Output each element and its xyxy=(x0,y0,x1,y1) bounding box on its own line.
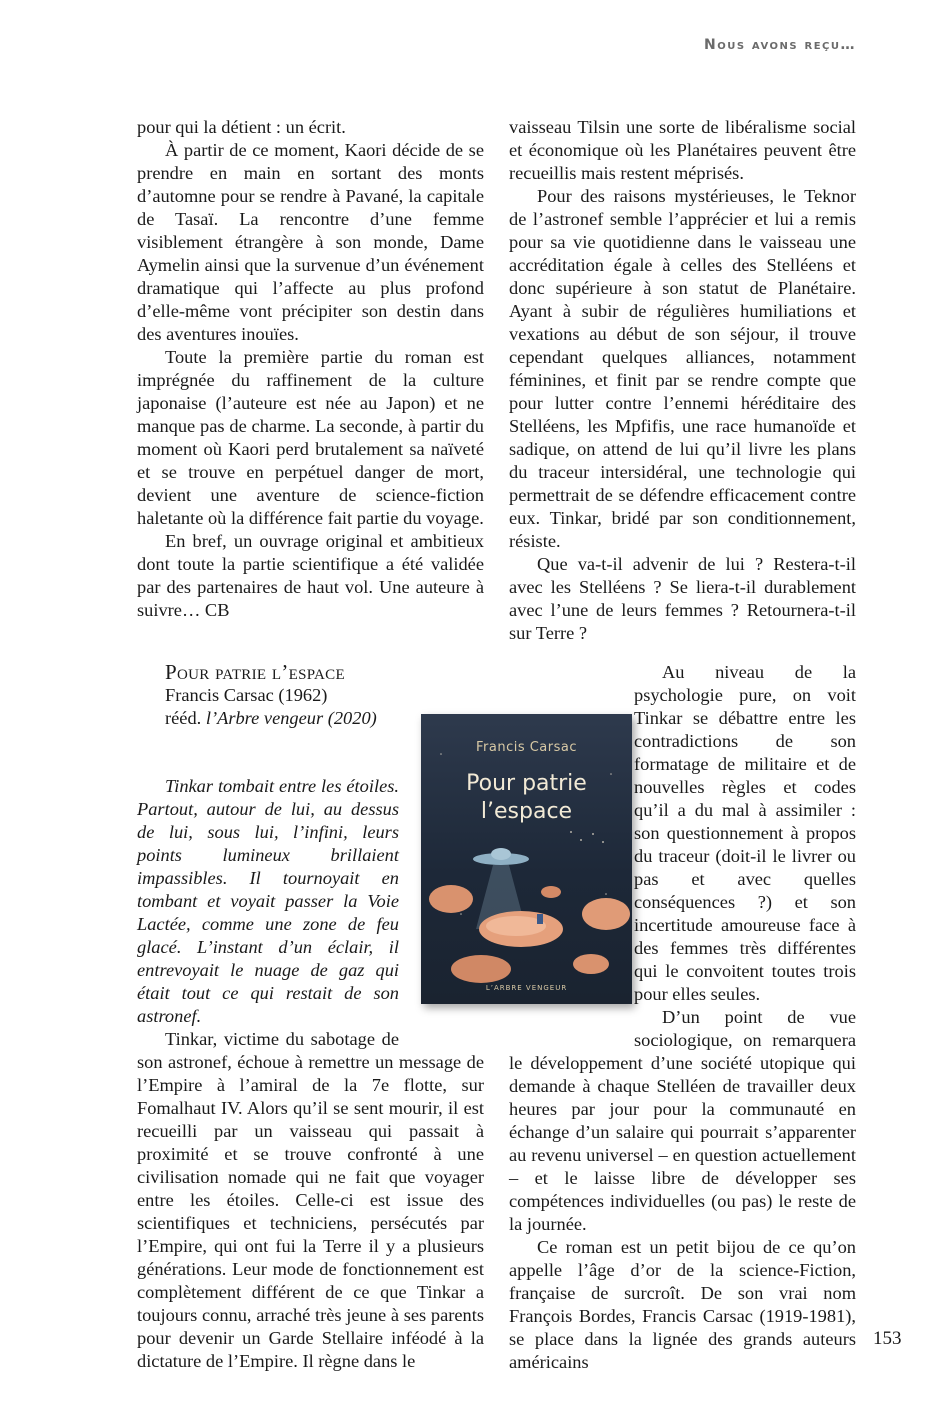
cover-illustration xyxy=(421,714,632,1004)
review-author: Francis Carsac (1962) xyxy=(165,685,328,705)
paragraph: Ce roman est un petit bijou de ce qu’on appelle l’âge d’or de la science-Fiction, française de surcroît. De son vrai nom François Bordes, Francis Carsac (1919-1981), se place dans la lignée des grands auteurs américains xyxy=(509,1237,856,1372)
paragraph: À partir de ce moment, Kaori décide de se prendre en main en sortant des monts d’automne pour se rendre à Pavané, la capitale de Tasaï. La rencontre d’une femme visiblement étrangère à son monde, Dame Aymelin ainsi que la survenue d’un événement dramatique qui l’affecte au plus profond d’elle-même vont précipiter son destin dans des aventures inouïes. xyxy=(137,140,484,344)
running-header: Nous avons reçu… xyxy=(704,37,856,53)
paragraph: Toute la première partie du roman est imprégnée du raffinement de la culture japonaise (l’auteure est née au Japon) et ne manque pas de charme. La seconde, à partir du moment où Kaori perd brutalement sa naïveté et se trouve en perpétuel danger de mort, devient une aventure de science-fiction haletante où la différence fait partie du voyage. xyxy=(137,347,484,528)
edition-prefix: rééd. xyxy=(165,708,202,728)
paragraph: D’un point de vue sociologique, on remarquera le développement d’une société utopique qui demande à chaque Stelléen de travailler deux heures par jour pour la communauté en échange d’un salaire qui pourrait s’apparenter au revenu universel – en question actuellement – et le laisse libre de développer ses compétences individuelles (ou pas) le reste de la journée. xyxy=(509,1007,856,1234)
paragraph: pour qui la détient : un écrit. xyxy=(137,117,346,137)
paragraph: vaisseau Tilsin une sorte de libéralisme social et économique où les Planétaires peuvent être recueillis mais restent méprisés. xyxy=(509,117,856,183)
paragraph: En bref, un ouvrage original et ambitieux dont toute la partie scientifique a été validée par des partenaires de haut vol. Une auteure à suivre… CB xyxy=(137,531,484,620)
cover-title: Pour patrie l’espace xyxy=(466,771,587,824)
paragraph: Tinkar, victime du sabotage de son astronef, échoue à remettre un message de l’Empire à l’amiral de la 7e flotte, sur Fomalhaut IV. Alors qu’il se sent mourir, il est recueilli par un vaisseau qui passait à proximité et se trouve confronté à une civilisation nomade qui ne fait que voyager entre les étoiles. Celle-ci est issue des scientifiques et techniciens, persécutés par l’Empire, qui ont fui la Terre il y a plusieurs générations. Leur mode de fonctionnement est complètement différent de ce que Tinkar a toujours connu, arraché très jeune à ses parents pour devenir un Garde Stellaire inféodé à la dictature de l’Empire. Il règne dans le xyxy=(137,1029,484,1371)
paragraph: Que va-t-il advenir de lui ? Restera-t-il avec les Stelléens ? Se liera-t-il durablement avec l’une de leurs femmes ? Retournera-t-il sur Terre ? xyxy=(509,554,856,643)
cover-publisher: L’ARBRE VENGEUR xyxy=(485,984,568,992)
review-title: Pour patrie l’espace xyxy=(165,660,345,684)
cover-author: Francis Carsac xyxy=(475,740,578,755)
review-quote: Tinkar tombait entre les étoiles. Partout, autour de lui, au dessus de lui, sous lui, l’infini, leurs points lumineux brillaient impassibles. Il tournoyait en tombant et voyait passer la Voie Lactée, comme une zone de feu glacé. L’instant d’un éclair, il entrevoyait le nuage de gaz qui était tout ce qui restait de son astronef. xyxy=(137,776,399,1026)
paragraph: Au niveau de la psychologie pure, on voit Tinkar se débattre entre les contradictions de son formatage de militaire et de nouvelles règles et codes qu’il a du mal à assimiler : son questionnement à propos du traceur (doit-il le livrer ou pas et avec quelles conséquences ?) et son incertitude amoureuse face à des femmes très différentes qui le convoitent toutes trois pour elles seules. xyxy=(634,662,856,1004)
paragraph: Pour des raisons mystérieuses, le Teknor de l’astronef semble l’apprécier et lui a remis pour sa vie quotidienne dans le vaisseau une accréditation égale à celles des Stelléens et donc supérieure à son statut de Planétaire. Ayant à subir de régulières humiliations et vexations au début de son séjour, il trouve cependant quelques alliances, notamment féminines, et finit par se rendre compte que pour lutter contre l’ennemi héréditaire des Stelléens, les Mpfifis, une race humanoïde et sadique, on attend de lui qu’il livre les plans du traceur intersidéral, une technologie qui permettrait de se défendre efficacement contre eux. Tinkar, bridé par son conditionnement, résiste. xyxy=(509,186,856,551)
edition-publisher: l’Arbre vengeur (2020) xyxy=(205,708,377,728)
right-column-top xyxy=(509,116,856,645)
book-cover-image xyxy=(421,714,632,1004)
left-column-top xyxy=(137,116,484,622)
page-number: 153 xyxy=(873,1328,902,1349)
